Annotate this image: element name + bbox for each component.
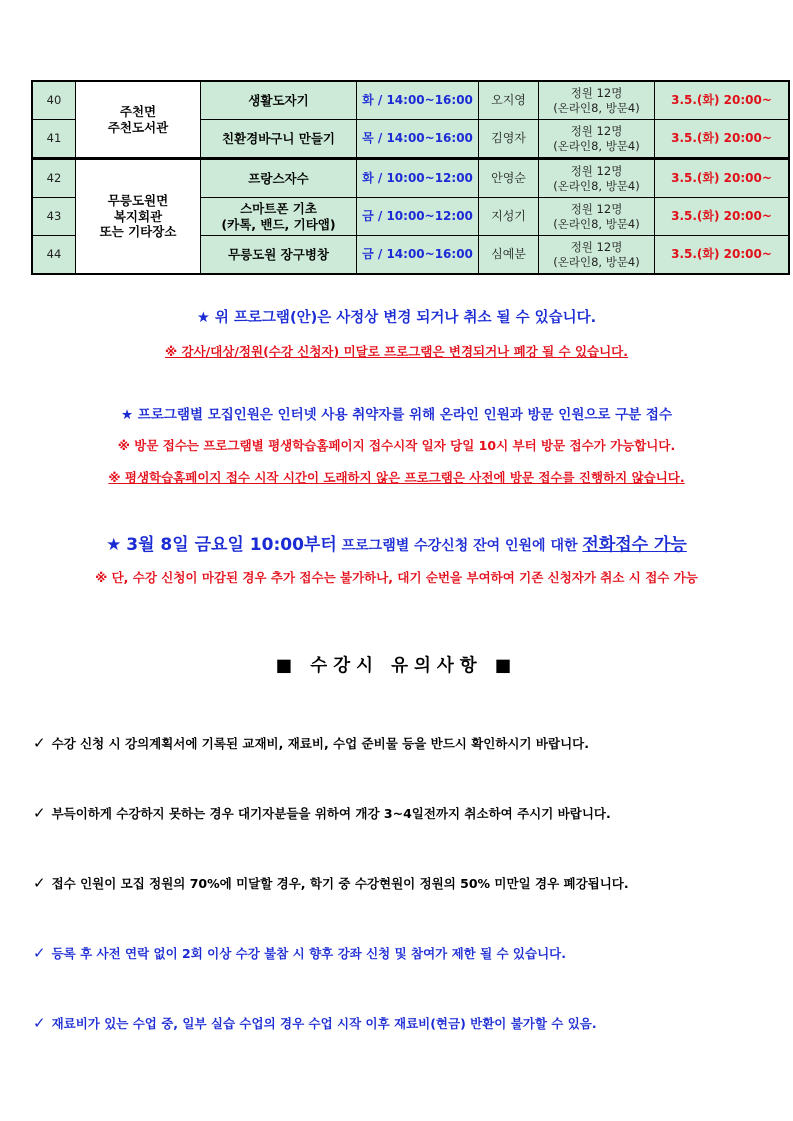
capacity: 정원 12명 (온라인8, 방문4) [539, 236, 655, 275]
notice-cancellation: ※ 강사/대상/정원(수강 신청자) 미달로 프로그램은 변경되거나 폐강 될 수 있습니다. [164, 344, 629, 359]
star-icon: ★ [106, 535, 122, 555]
registration-start: 3.5.(화) 20:00~ [655, 236, 790, 275]
notice-waitlist: ※ 단, 수강 신청이 마감된 경우 추가 접수는 불가하나, 대기 순번을 부여하여 기존 신청자가 취소 시 접수 가능 [95, 570, 698, 585]
notice-online-visit: ★ 프로그램별 모집인원은 인터넷 사용 취약자를 위해 온라인 인원과 방문 인원으로 구분 접수 [120, 407, 673, 423]
check-icon: ✓ [33, 874, 46, 892]
notice-program-change: ★ 위 프로그램(안)은 사정상 변경 되거나 취소 될 수 있습니다. [196, 310, 597, 326]
program-name: 생활도자기 [201, 81, 357, 120]
caution-item [33, 734, 589, 752]
phone-registration-available: 전화접수 가능 [582, 535, 687, 555]
registration-start: 3.5.(화) 20:00~ [655, 159, 790, 198]
teacher-name: 지성기 [479, 198, 539, 236]
caution-item [33, 874, 629, 892]
capacity: 정원 12명 (온라인8, 방문4) [539, 120, 655, 159]
teacher-name: 오지영 [479, 81, 539, 120]
table-row [32, 81, 789, 120]
caution-item [33, 804, 611, 822]
capacity: 정원 12명 (온라인8, 방문4) [539, 159, 655, 198]
cautions-heading: ■ 수강시 유의사항 ■ [275, 656, 518, 676]
notice-visit-registration: ※ 방문 접수는 프로그램별 평생학습홈페이지 접수시작 일자 당일 10시 부터 방문 접수가 가능합니다. [117, 438, 676, 453]
program-name: 친환경바구니 만들기 [201, 120, 357, 159]
program-table [31, 80, 790, 275]
caution-text: 부득이하게 수강하지 못하는 경우 대기자분들을 위하여 개강 3~4일전까지 취소하여 주시기 바랍니다. [51, 806, 611, 821]
caution-item [33, 944, 566, 962]
program-name: 무릉도원 장구병창 [201, 236, 357, 275]
caution-text: 접수 인원이 모집 정원의 70%에 미달할 경우, 학기 중 수강현원이 정원의 50% 미만일 경우 폐강됩니다. [51, 876, 629, 891]
capacity: 정원 12명 (온라인8, 방문4) [539, 198, 655, 236]
check-icon: ✓ [33, 734, 46, 752]
schedule-time: 금 / 10:00~12:00 [357, 198, 479, 236]
program-name: 프랑스자수 [201, 159, 357, 198]
registration-start: 3.5.(화) 20:00~ [655, 81, 790, 120]
location-cell: 무릉도원면 복지회관 또는 기타장소 [76, 159, 201, 275]
program-name: 스마트폰 기초 (카톡, 밴드, 기타앱) [201, 198, 357, 236]
row-number: 41 [32, 120, 76, 159]
notice-phone-registration [0, 530, 793, 555]
row-number: 40 [32, 81, 76, 120]
caution-text: 재료비가 있는 수업 중, 일부 실습 수업의 경우 수업 시작 이후 재료비(현금) 반환이 불가할 수 있음. [51, 1016, 597, 1031]
check-icon: ✓ [33, 944, 46, 962]
phone-registration-date: 3월 8일 금요일 10:00부터 [126, 535, 337, 555]
teacher-name: 심예분 [479, 236, 539, 275]
teacher-name: 김영자 [479, 120, 539, 159]
row-number: 44 [32, 236, 76, 275]
check-icon: ✓ [33, 804, 46, 822]
schedule-time: 화 / 14:00~16:00 [357, 81, 479, 120]
caution-text: 등록 후 사전 연락 없이 2회 이상 수강 불참 시 향후 강좌 신청 및 참여가 제한 될 수 있습니다. [51, 946, 566, 961]
registration-start: 3.5.(화) 20:00~ [655, 120, 790, 159]
notice-no-early-visit: ※ 평생학습홈페이지 접수 시작 시간이 도래하지 않은 프로그램은 사전에 방문 접수를 진행하지 않습니다. [108, 470, 685, 485]
capacity: 정원 12명 (온라인8, 방문4) [539, 81, 655, 120]
schedule-time: 화 / 10:00~12:00 [357, 159, 479, 198]
registration-start: 3.5.(화) 20:00~ [655, 198, 790, 236]
location-cell: 주천면 주천도서관 [76, 81, 201, 159]
check-icon: ✓ [33, 1014, 46, 1032]
caution-item [33, 1014, 597, 1032]
row-number: 43 [32, 198, 76, 236]
phone-registration-text: 프로그램별 수강신청 잔여 인원에 대한 [341, 538, 578, 554]
row-number: 42 [32, 159, 76, 198]
schedule-time: 금 / 14:00~16:00 [357, 236, 479, 275]
schedule-time: 목 / 14:00~16:00 [357, 120, 479, 159]
table-row [32, 159, 789, 198]
caution-text: 수강 신청 시 강의계획서에 기록된 교재비, 재료비, 수업 준비물 등을 반드시 확인하시기 바랍니다. [51, 736, 589, 751]
teacher-name: 안영순 [479, 159, 539, 198]
